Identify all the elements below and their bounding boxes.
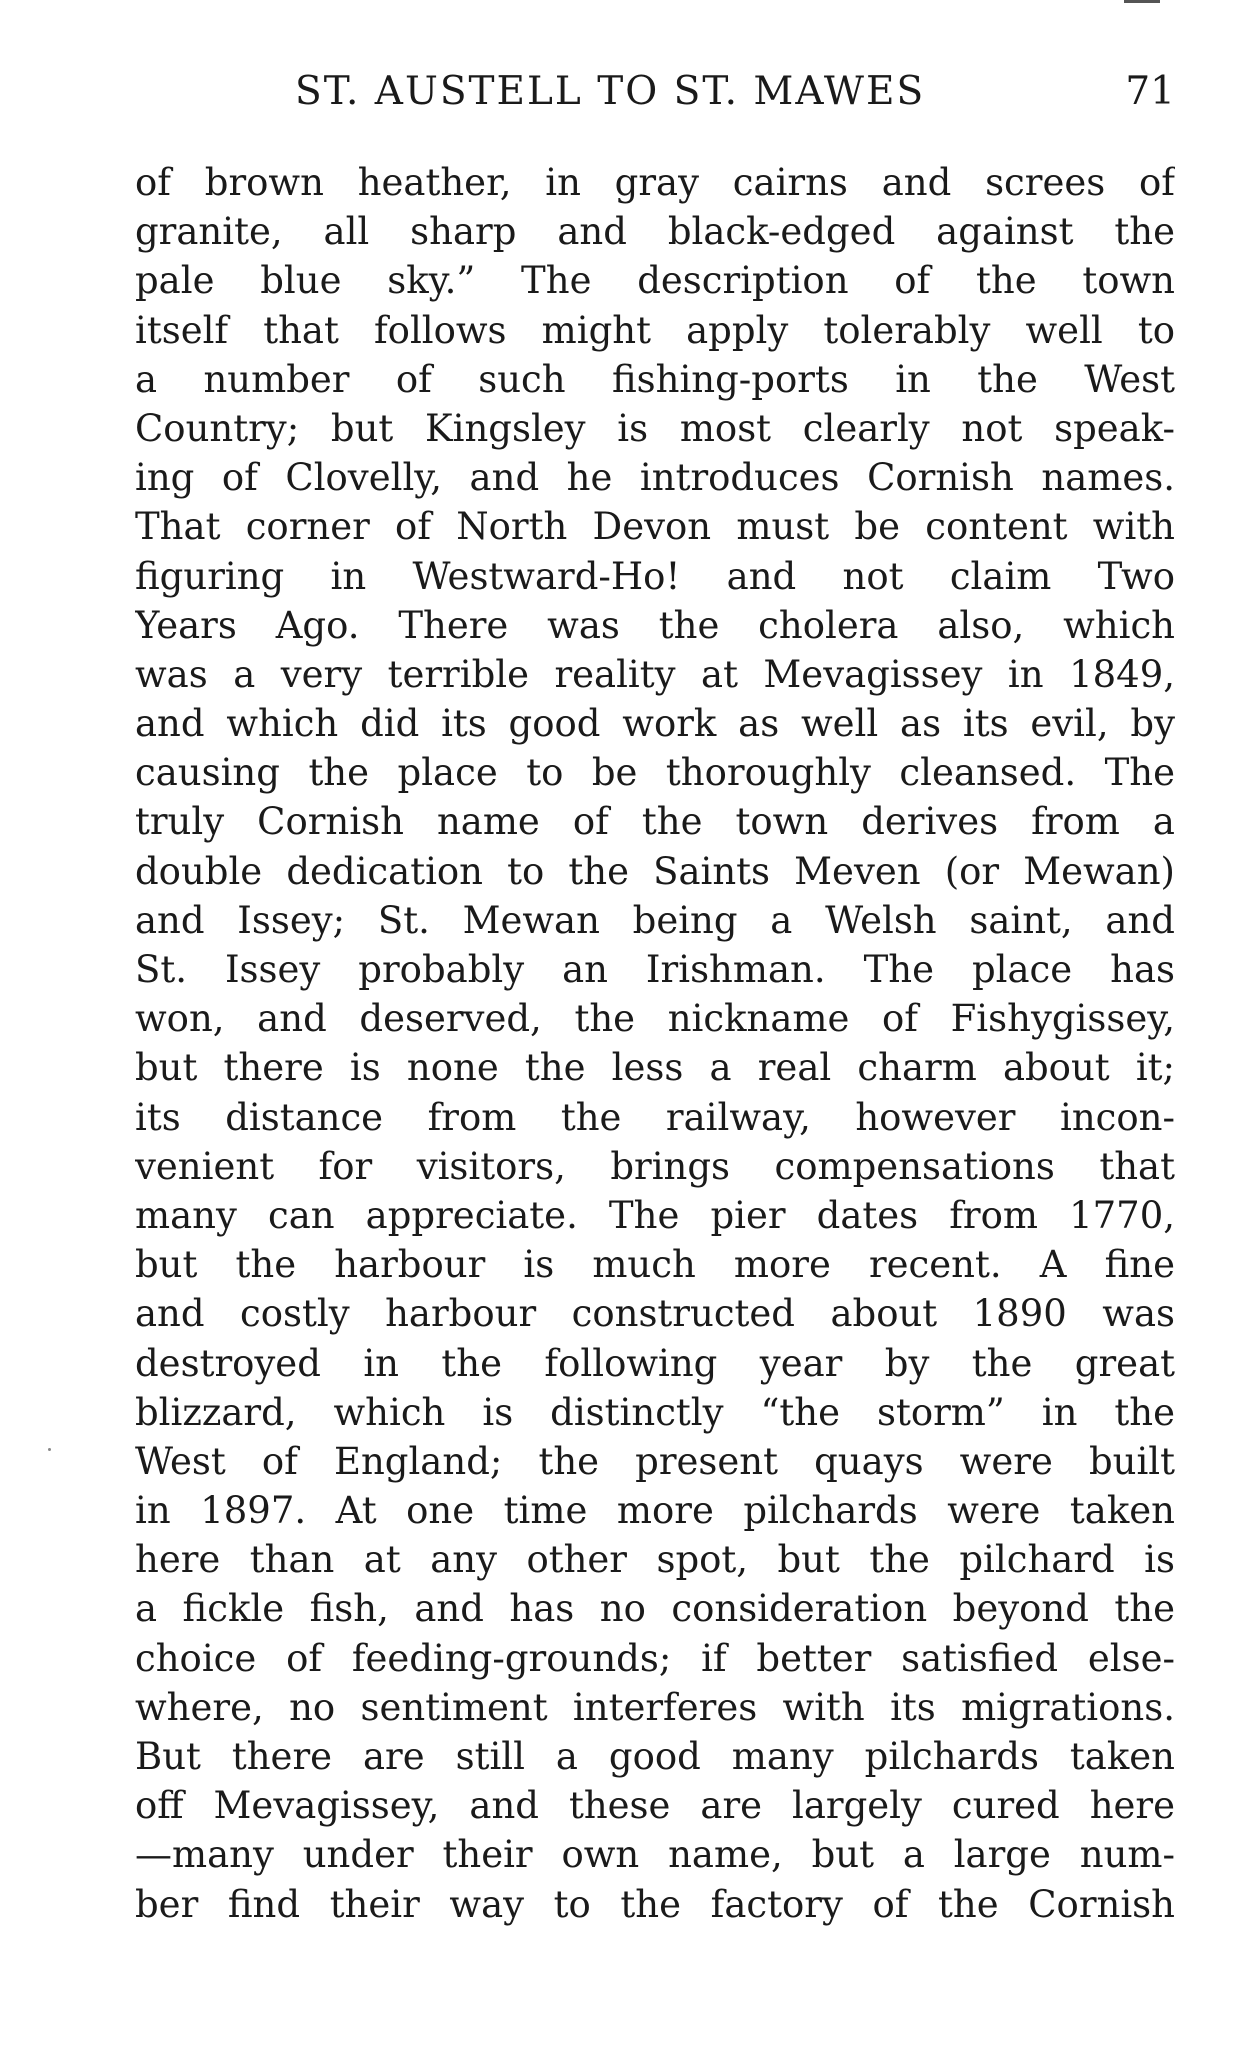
text-line: itself that follows might apply tolerably well to: [135, 308, 1175, 352]
text-line: pale blue sky.” The description of the town: [135, 259, 1175, 303]
text-line: a number of such fishing-ports in the West: [135, 357, 1175, 401]
scan-edge-mark: [1124, 0, 1160, 3]
text-line: destroyed in the following year by the great: [135, 1341, 1175, 1385]
text-line: and which did its good work as well as its evil, by: [135, 702, 1175, 746]
text-line: was a very terrible reality at Mevagissey in 1849,: [135, 652, 1175, 696]
text-line: a fickle fish, and has no consideration beyond the: [135, 1587, 1175, 1631]
text-line: ber find their way to the factory of the Cornish: [135, 1882, 1175, 1926]
text-line: but there is none the less a real charm about it;: [135, 1046, 1175, 1090]
text-line: here than at any other spot, but the pilchard is: [135, 1538, 1175, 1582]
text-line: off Mevagissey, and these are largely cured here: [135, 1784, 1175, 1828]
text-line: West of England; the present quays were built: [135, 1439, 1175, 1483]
text-line: figuring in Westward-Ho! and not claim Two: [135, 554, 1175, 598]
text-line: But there are still a good many pilchards taken: [135, 1735, 1175, 1778]
text-line: Years Ago. There was the cholera also, which: [135, 603, 1175, 647]
page-number: 71: [1125, 69, 1175, 114]
text-line: and costly harbour constructed about 1890 was: [135, 1292, 1175, 1336]
running-head: [135, 62, 1175, 122]
text-line: blizzard, which is distinctly “the storm” in the: [135, 1390, 1175, 1434]
text-line: won, and deserved, the nickname of Fishygissey,: [135, 997, 1175, 1041]
paper-speck: [48, 1448, 51, 1451]
text-line: granite, all sharp and black-edged against the: [135, 210, 1175, 254]
text-line: where, no sentiment interferes with its migrations.: [135, 1685, 1175, 1729]
text-line: and Issey; St. Mewan being a Welsh saint, and: [135, 898, 1175, 942]
text-line: causing the place to be thoroughly cleansed. The: [135, 751, 1175, 795]
text-line: double dedication to the Saints Meven (or Mewan): [135, 849, 1175, 893]
text-line: its distance from the railway, however incon-: [135, 1095, 1175, 1139]
text-line: ing of Clovelly, and he introduces Cornish names.: [135, 456, 1175, 500]
text-line: but the harbour is much more recent. A fine: [135, 1243, 1175, 1287]
text-line: of brown heather, in gray cairns and screes of: [135, 161, 1175, 204]
text-line: choice of feeding-grounds; if better satisfied else-: [135, 1636, 1175, 1680]
running-title: ST. AUSTELL TO ST. MAWES: [295, 69, 926, 114]
text-line: in 1897. At one time more pilchards were taken: [135, 1489, 1175, 1533]
text-line: —many under their own name, but a large num-: [135, 1833, 1175, 1877]
text-line: venient for visitors, brings compensations that: [135, 1144, 1175, 1188]
text-line: St. Issey probably an Irishman. The place has: [135, 948, 1175, 991]
text-line: Country; but Kingsley is most clearly not speak-: [135, 406, 1175, 450]
text-line: That corner of North Devon must be content with: [135, 505, 1175, 549]
body-text: [135, 158, 1175, 1929]
text-line: many can appreciate. The pier dates from 1770,: [135, 1193, 1175, 1237]
text-line: truly Cornish name of the town derives from a: [135, 800, 1175, 844]
